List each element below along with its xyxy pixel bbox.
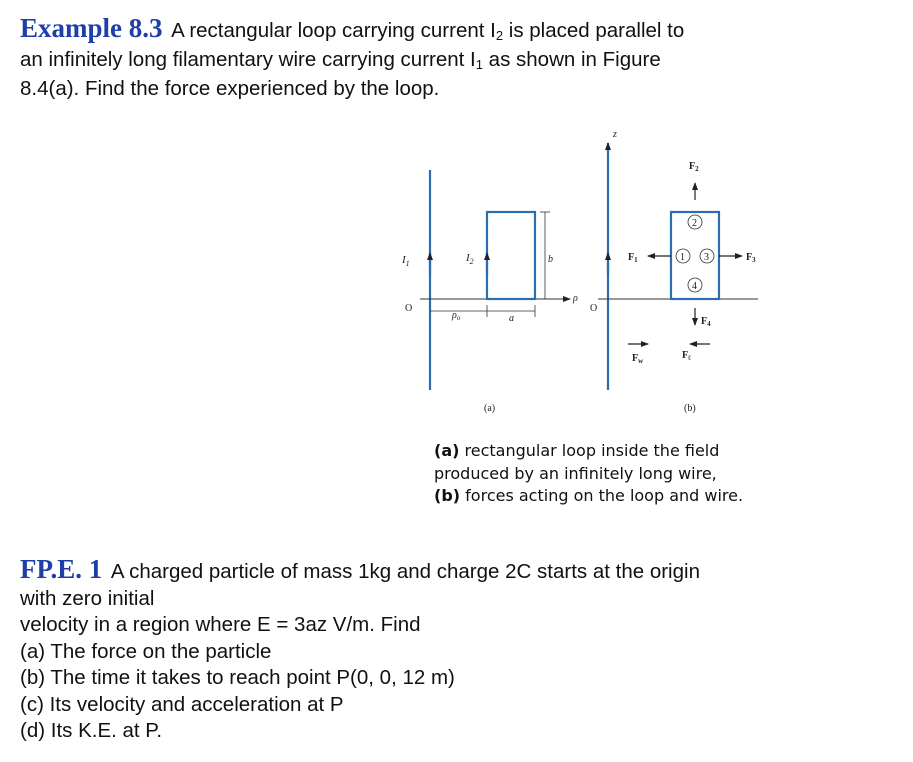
label-Fl: $F_\ell$ — [682, 350, 691, 362]
label-origin-a: O — [405, 303, 413, 314]
side-3: 3 — [704, 252, 709, 263]
label-b: b — [548, 254, 553, 265]
example-line-2: an infinitely long filamentary wire carrying current $I_1$ as shown in Figure — [20, 48, 661, 72]
panel-a-caption: (a) — [484, 403, 496, 414]
caption-line-1: (a) rectangular loop inside the field — [434, 441, 720, 460]
panel-b-caption: (b) — [684, 403, 696, 414]
example-line-3: 8.4(a). Find the force experienced by the loop. — [20, 77, 440, 100]
problem-block — [20, 556, 900, 745]
problem-line-4: (a) The force on the particle — [20, 639, 272, 663]
example-line-1: A rectangular loop carrying current $I_2$ is placed parallel to — [171, 19, 685, 43]
label-F3: $F_3$ — [746, 252, 756, 264]
caption-line-2: produced by an infinitely long wire, — [434, 463, 717, 483]
problem-line-2: with zero initial — [20, 586, 155, 610]
rectangular-loop-a — [487, 212, 535, 299]
label-Fw: $F_w$ — [632, 353, 644, 365]
problem-line-7: (d) Its K.E. at P. — [20, 719, 163, 742]
example-block — [20, 14, 900, 103]
side-1: 1 — [680, 252, 685, 263]
example-title: Example 8.3 — [20, 13, 163, 43]
problem-line-5: (b) The time it takes to reach point P(0, 0, 12 m) — [20, 666, 455, 689]
label-rho0: $\rho_o$ — [452, 310, 461, 322]
label-F2: $F_2$ — [689, 161, 699, 173]
label-F1: $F_1$ — [628, 252, 638, 264]
caption-line-3: (b) forces acting on the loop and wire. — [434, 486, 744, 505]
label-a: a — [509, 313, 514, 324]
label-z: z — [613, 129, 617, 140]
problem-title: FP.E. 1 — [20, 554, 103, 584]
problem-line-1: A charged particle of mass 1kg and charge 2C starts at the origin — [110, 560, 700, 583]
figure-8-4 — [380, 125, 780, 425]
label-I2: $I_2$ — [466, 252, 474, 266]
label-F4: $F_4$ — [701, 316, 711, 328]
label-I1: $I_1$ — [402, 254, 410, 268]
side-2: 2 — [692, 218, 697, 229]
label-origin-b: O — [590, 303, 598, 314]
figure-caption — [434, 440, 874, 508]
problem-line-3: velocity in a region where E = 3az V/m. Find — [20, 613, 421, 636]
label-rho: ρ — [573, 293, 578, 304]
panel-b — [590, 129, 758, 414]
panel-a — [401, 170, 578, 414]
problem-line-6: (c) Its velocity and acceleration at P — [20, 692, 344, 716]
side-4: 4 — [692, 281, 697, 292]
